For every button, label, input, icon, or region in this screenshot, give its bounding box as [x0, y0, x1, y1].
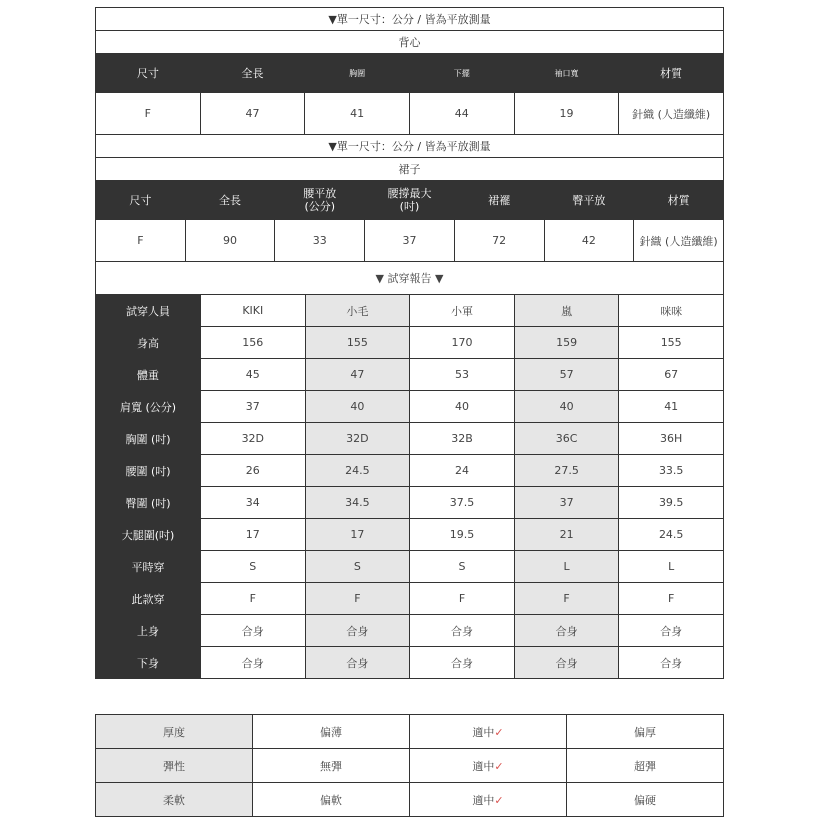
fitting-cell: 合身: [514, 647, 619, 679]
fitting-cell: 36H: [619, 423, 724, 455]
fitting-cell: 156: [201, 327, 306, 359]
vest-header-row: [96, 54, 724, 93]
skirt-value: F: [96, 220, 186, 262]
vest-header: 全長: [200, 54, 305, 93]
attribute-option-label: 適中: [472, 725, 495, 739]
fitting-cell: 合身: [305, 647, 410, 679]
fitting-row: [96, 391, 724, 423]
fitting-cell: 39.5: [619, 487, 724, 519]
skirt-note: ▼單一尺寸：公分 / 皆為平放測量: [96, 135, 724, 158]
attribute-option: [253, 783, 410, 817]
fitting-cell: 47: [305, 359, 410, 391]
fitting-cell: 26: [201, 455, 306, 487]
vest-size-table: [95, 7, 724, 135]
attribute-option: [567, 783, 724, 817]
attribute-option-label: 超彈: [634, 759, 656, 773]
attribute-row: [96, 715, 724, 749]
attribute-label: 厚度: [96, 715, 253, 749]
attribute-option-label: 偏硬: [634, 793, 656, 807]
fitting-row-label: 體重: [96, 359, 201, 391]
fitting-row-label: 平時穿: [96, 551, 201, 583]
vest-header: 材質: [619, 54, 724, 93]
fitting-cell: 24.5: [305, 455, 410, 487]
fitting-row-label: 胸圍 (吋): [96, 423, 201, 455]
attribute-option: [410, 783, 567, 817]
fitting-cell: 37: [201, 391, 306, 423]
vest-value: 19: [514, 93, 619, 135]
skirt-value: 42: [544, 220, 634, 262]
skirt-header: 全長: [185, 181, 275, 220]
fitting-cell: 40: [305, 391, 410, 423]
skirt-header: 裙襬: [454, 181, 544, 220]
attribute-option: [567, 715, 724, 749]
fitting-cell: 合身: [201, 615, 306, 647]
fitting-cell: 34: [201, 487, 306, 519]
fitting-cell: 57: [514, 359, 619, 391]
attribute-option: [410, 749, 567, 783]
attribute-option-label: 偏厚: [634, 725, 656, 739]
fitting-cell: 24: [410, 455, 515, 487]
attribute-option-label: 偏薄: [320, 725, 342, 739]
fitting-cell: 合身: [201, 647, 306, 679]
fitting-cell: 67: [619, 359, 724, 391]
fitting-row-label: 身高: [96, 327, 201, 359]
attribute-option: [410, 715, 567, 749]
fitting-cell: 嵐: [514, 295, 619, 327]
fitting-cell: 32D: [305, 423, 410, 455]
attribute-option-label: 偏軟: [320, 793, 342, 807]
fitting-cell: S: [410, 551, 515, 583]
attribute-row: [96, 749, 724, 783]
fitting-cell: 咪咪: [619, 295, 724, 327]
skirt-header: 臀平放: [544, 181, 634, 220]
fitting-cell: 21: [514, 519, 619, 551]
skirt-title: 裙子: [96, 158, 724, 181]
fitting-cell: 32B: [410, 423, 515, 455]
fitting-cell: 41: [619, 391, 724, 423]
skirt-header: 腰平放 (公分): [275, 181, 365, 220]
fitting-cell: 19.5: [410, 519, 515, 551]
skirt-value: 33: [275, 220, 365, 262]
attribute-option-label: 無彈: [320, 759, 342, 773]
fitting-row: [96, 423, 724, 455]
fitting-cell: 小軍: [410, 295, 515, 327]
fitting-row: [96, 647, 724, 679]
fitting-row: [96, 487, 724, 519]
attribute-option: [253, 715, 410, 749]
fitting-cell: 170: [410, 327, 515, 359]
fitting-row-label: 大腿圍(吋): [96, 519, 201, 551]
fitting-cell: L: [514, 551, 619, 583]
fitting-row-label: 此款穿: [96, 583, 201, 615]
fitting-row-label: 肩寬 (公分): [96, 391, 201, 423]
attribute-option: [567, 749, 724, 783]
skirt-size-table: [95, 134, 724, 262]
fitting-cell: 小毛: [305, 295, 410, 327]
vest-header: 袖口寬: [514, 54, 619, 93]
fabric-attributes-table: [95, 714, 724, 817]
fitting-row: [96, 455, 724, 487]
skirt-header: 尺寸: [96, 181, 186, 220]
fitting-cell: 40: [410, 391, 515, 423]
check-icon: ✓: [494, 759, 504, 773]
fitting-row-label: 下身: [96, 647, 201, 679]
skirt-header: 腰撐最大 (吋): [365, 181, 455, 220]
fitting-cell: 37: [514, 487, 619, 519]
vest-header: 胸圍: [305, 54, 410, 93]
fitting-cell: 合身: [619, 647, 724, 679]
fitting-cell: 17: [305, 519, 410, 551]
vest-value: 44: [409, 93, 514, 135]
attribute-row: [96, 783, 724, 817]
fitting-row: [96, 519, 724, 551]
fitting-cell: 33.5: [619, 455, 724, 487]
vest-note: ▼單一尺寸：公分 / 皆為平放測量: [96, 8, 724, 31]
skirt-value: 72: [454, 220, 544, 262]
fitting-row: [96, 295, 724, 327]
fitting-cell: F: [410, 583, 515, 615]
fitting-cell: F: [305, 583, 410, 615]
fitting-cell: L: [619, 551, 724, 583]
fitting-cell: 27.5: [514, 455, 619, 487]
skirt-value: 37: [365, 220, 455, 262]
fitting-cell: 合身: [305, 615, 410, 647]
skirt-value: 90: [185, 220, 275, 262]
vest-title: 背心: [96, 31, 724, 54]
fitting-cell: 合身: [619, 615, 724, 647]
attribute-option-label: 適中: [472, 759, 495, 773]
vest-value: F: [96, 93, 201, 135]
fitting-cell: 53: [410, 359, 515, 391]
size-chart-area: [95, 7, 724, 679]
fitting-cell: S: [201, 551, 306, 583]
check-icon: ✓: [494, 793, 504, 807]
fitting-cell: 155: [305, 327, 410, 359]
fitting-cell: S: [305, 551, 410, 583]
fitting-row: [96, 551, 724, 583]
vest-value: 針織 (人造纖維): [619, 93, 724, 135]
fitting-cell: 32D: [201, 423, 306, 455]
fitting-cell: F: [619, 583, 724, 615]
fitting-cell: 24.5: [619, 519, 724, 551]
fitting-cell: KIKI: [201, 295, 306, 327]
fitting-row-label: 試穿人員: [96, 295, 201, 327]
fitting-cell: 45: [201, 359, 306, 391]
fitting-cell: 155: [619, 327, 724, 359]
vest-header: 尺寸: [96, 54, 201, 93]
fitting-row: [96, 359, 724, 391]
skirt-value: 針織 (人造纖維): [634, 220, 724, 262]
fitting-row: [96, 583, 724, 615]
fitting-row-label: 腰圍 (吋): [96, 455, 201, 487]
fitting-title: ▼ 試穿報告 ▼: [96, 262, 724, 295]
attribute-option: [253, 749, 410, 783]
fitting-cell: 36C: [514, 423, 619, 455]
fitting-cell: 159: [514, 327, 619, 359]
vest-value: 41: [305, 93, 410, 135]
fitting-cell: 37.5: [410, 487, 515, 519]
vest-value-row: [96, 93, 724, 135]
attribute-label: 彈性: [96, 749, 253, 783]
fitting-cell: F: [201, 583, 306, 615]
fitting-cell: 17: [201, 519, 306, 551]
fitting-cell: 合身: [410, 647, 515, 679]
fabric-attributes: [95, 714, 724, 817]
fitting-row-label: 上身: [96, 615, 201, 647]
fitting-cell: F: [514, 583, 619, 615]
check-icon: ✓: [494, 725, 504, 739]
fitting-cell: 合身: [514, 615, 619, 647]
skirt-header: 材質: [634, 181, 724, 220]
fitting-row: [96, 327, 724, 359]
vest-header: 下擺: [409, 54, 514, 93]
skirt-header-row: [96, 181, 724, 220]
fitting-row: [96, 615, 724, 647]
fitting-cell: 合身: [410, 615, 515, 647]
fitting-cell: 40: [514, 391, 619, 423]
fitting-row-label: 臀圍 (吋): [96, 487, 201, 519]
skirt-value-row: [96, 220, 724, 262]
fitting-cell: 34.5: [305, 487, 410, 519]
vest-value: 47: [200, 93, 305, 135]
attribute-label: 柔軟: [96, 783, 253, 817]
attribute-option-label: 適中: [472, 793, 495, 807]
fitting-report-table: [95, 261, 724, 679]
